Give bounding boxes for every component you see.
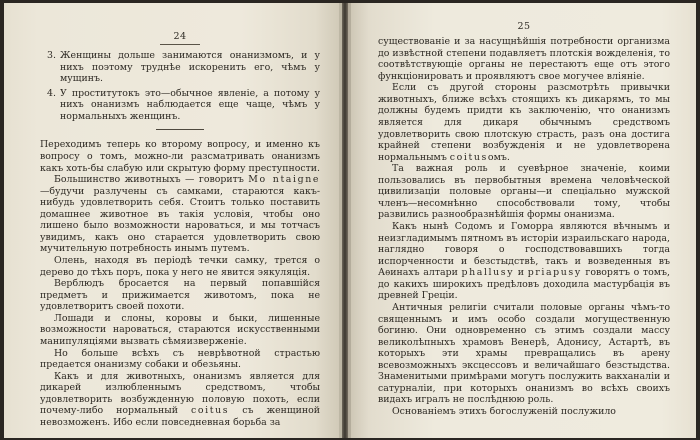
paragraph <box>40 139 320 174</box>
list-text: Женщины дольше занимаются онанизмомъ, и у нихъ поэтому труднѣе искоренить его, чѣмъ у мущинъ. <box>60 50 320 85</box>
section-divider <box>156 129 204 130</box>
paragraph <box>40 174 320 255</box>
paragraph-text: Большинство животныхъ — говоритъ <box>54 174 249 186</box>
spaced-word: Мо ntaigne <box>248 174 320 186</box>
page-number-rule <box>160 44 200 45</box>
paragraph <box>378 221 670 302</box>
paragraph-text: Какъ нынѣ Содомъ и Гоморра являются вѣчнымъ и неизгладимымъ пятномъ въ исторіи израильскаго народа, наглядно говоря о господствовавшихъ тогда испорченности и безстыдствѣ, такъ и возведенныя въ Аѳинахъ алтари <box>378 221 670 279</box>
paragraph-text: съ женщиной невозможенъ. Ибо если повседневная борьба за <box>40 405 320 428</box>
paragraph: Олень, находя въ періодѣ течки самку, трется о дерево до тѣхъ поръ, пока у него не явится эякуляція. <box>40 255 320 278</box>
paragraph-text: Если съ другой стороны разсмотрѣть привычки животныхъ, ближе всѣхъ стоящихъ къ дикарямъ, то мы должны будемъ придти къ заключенію, что онанизмъ является для дикаря обычнымъ средствомъ удовлетворить свою плотскую страсть, разъ она достига крайней степени возбужденія и не удовлетворена нормальнымъ <box>378 82 670 163</box>
paragraph: Лошади и слоны, коровы и быки, лишенные возможности нароваться, стараются искусственными манипуляціями вызвать сѣмяизверженіе. <box>40 312 320 347</box>
page-number: 24 <box>173 31 187 42</box>
page-number: 25 <box>517 21 531 32</box>
paragraph-text: омъ. <box>487 151 510 163</box>
spaced-word: phallusy <box>461 267 515 279</box>
paragraph <box>378 36 670 82</box>
right-page-text <box>378 36 670 418</box>
paragraph: Античныя религіи считали половые органы чѣмъ-то священнымъ и имъ особо создали могущественную богиню. Они одновременно съ этимъ создали массу великолѣпныхъ храмовъ Венерѣ, Адонису, Астартѣ, въ которыхъ эти храмы превращались въ арену всевозможныхъ эксцессовъ и величайшаго безстыдства. Знаменитыми примѣрами могутъ послужить вакханаліи и сатурналіи, при которыхъ онанизмъ во всѣхъ своихъ видахъ игралъ не послѣднюю роль. <box>378 301 670 406</box>
left-page <box>4 3 342 438</box>
paragraph: Основаніемъ этихъ богослуженій послужило <box>392 406 616 417</box>
spaced-word: coitus <box>191 405 230 417</box>
paragraph-text: существованіе и за насущнѣйшія потребности организма до извѣстной степени подавляетъ плотскія вожделенія, то соотвѣтствующіе органы не перестаютъ еще отъ этого функціонировать и проявляютъ свое могучее вліяніе. <box>378 36 670 82</box>
paragraph: Верблюдъ бросается на первый попавшійся предметъ и прижимается животомъ, пока не удовлетворитъ своей похоти. <box>40 278 320 313</box>
paragraph: Но больше всѣхъ съ неврѣвотной страстью предается онанизму собаки и обезьяны. <box>40 347 320 371</box>
list-number: 3. <box>47 50 56 61</box>
paragraph-text: —будучи разлучены съ самками, стараются какъ-нибудь удовлетворить себя. Стоитъ только поставить домашнее животное въ такія условія, чтобы оно лишено было возможности нароваться, и мы тотчасъ увидимъ, какъ оно старается удовлетворить свою мучительную потребность инымъ путемъ. <box>40 185 320 255</box>
spaced-word: priapusy <box>527 267 582 279</box>
paragraph-text: Какъ и для животныхъ, онанизмъ является для дикарей излюбленнымъ средствомъ, чтобы удовлетворить возбужденную половую похоть, если почему-либо нормальный <box>40 370 320 417</box>
right-page <box>348 3 696 438</box>
paragraph: Та важная роль и суевѣрное значеніе, коими пользовались въ первобытныя времена человѣческой цивилизаціи половые органы—и спеціально мужской членъ—несомнѣнно способствовали тому, чтобы развились разнообразнѣйшія формы онанизма. <box>378 163 670 221</box>
left-page-text <box>40 139 320 428</box>
paragraph-text: Переходимъ теперь ко второму вопросу, и именно къ вопросу о томъ, можно-ли разсматривать онанизмъ какъ хоть-бы слабую или скрытую форму преступности. <box>40 139 321 174</box>
list-number: 4. <box>47 87 56 99</box>
paragraph <box>378 82 670 163</box>
paragraph-text: говорятъ о томъ, до какихъ широкихъ предѣловъ доходила мастурбація въ древней Греціи. <box>378 267 670 302</box>
list-text: У проститутокъ это—обычное явленіе, а потому у нихъ онанизмъ наблюдается еще чаще, чѣмъ у нормальныхъ женщинъ. <box>60 87 320 122</box>
paragraph <box>40 371 320 429</box>
paragraph-text: и <box>514 267 528 279</box>
list-item <box>40 88 320 123</box>
spaced-word: coitus <box>449 151 488 163</box>
list-item <box>40 50 320 85</box>
